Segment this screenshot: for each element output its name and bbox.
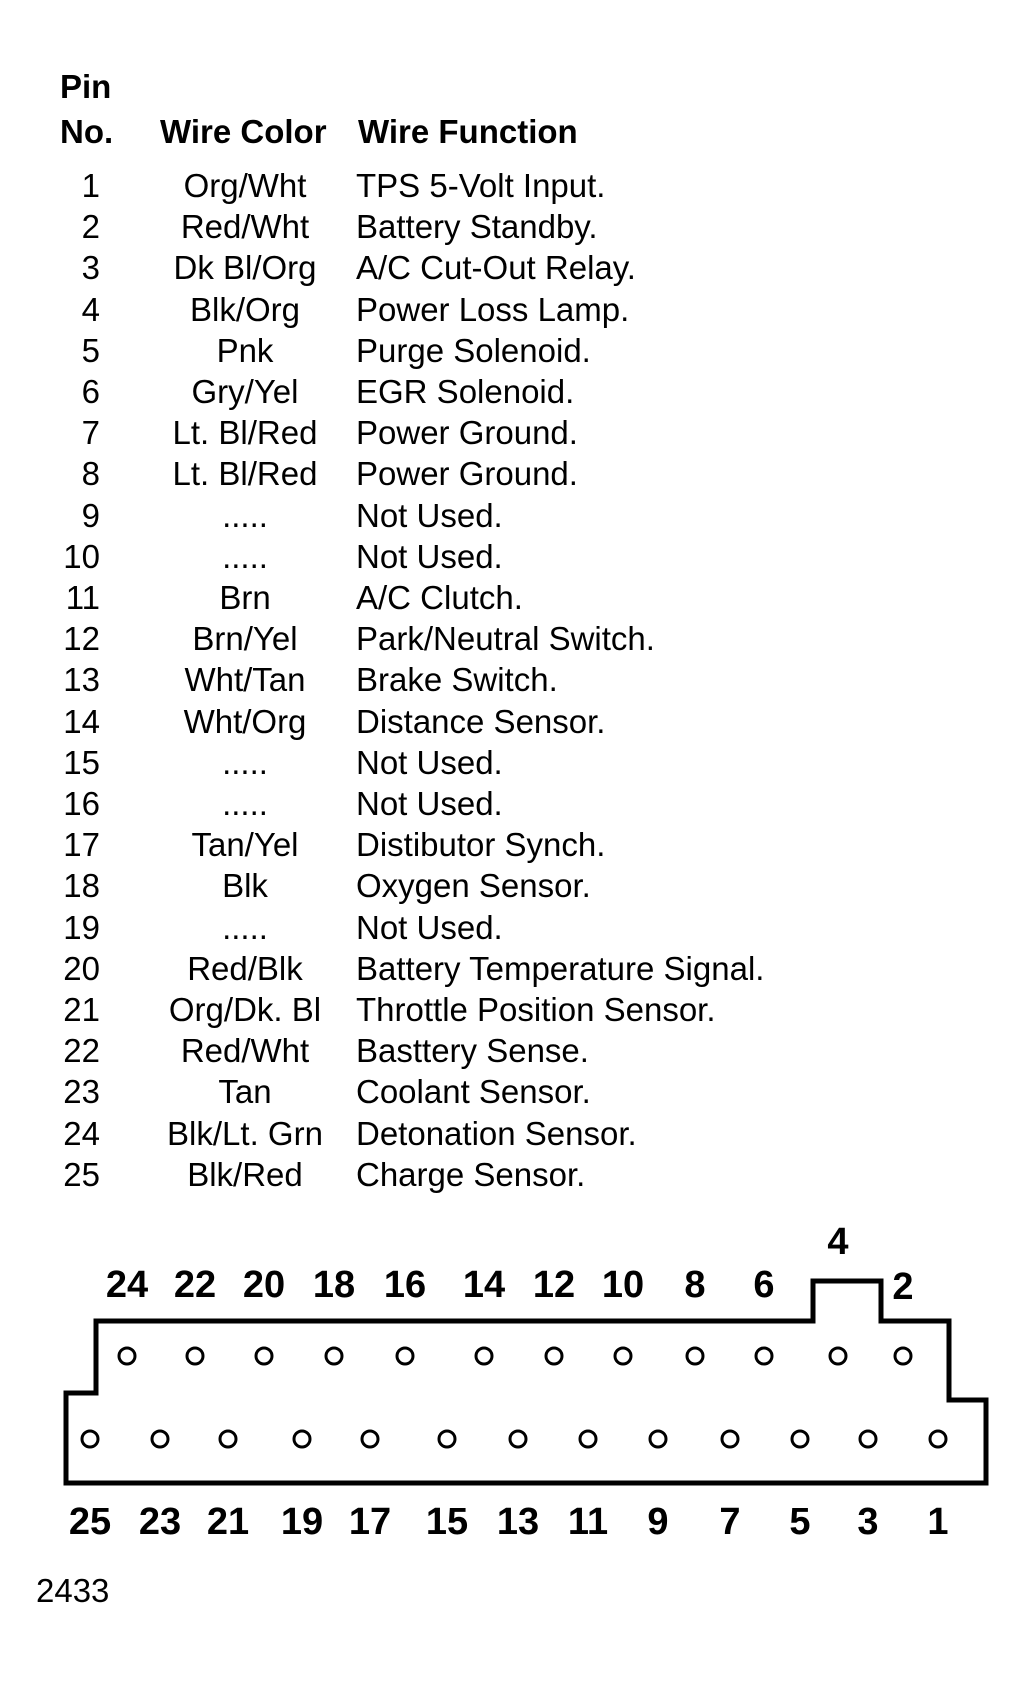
wire-function: A/C Cut-Out Relay. bbox=[356, 249, 636, 287]
pin-number: 16 bbox=[63, 785, 100, 822]
wire-color: ..... bbox=[222, 785, 268, 822]
table-row bbox=[0, 948, 1030, 989]
table-row bbox=[0, 824, 1030, 865]
pin-hole bbox=[580, 1431, 596, 1447]
pin-number: 1 bbox=[81, 167, 100, 204]
pin-hole bbox=[930, 1431, 946, 1447]
pin-label: 6 bbox=[753, 1264, 775, 1306]
pin-number: 12 bbox=[63, 620, 100, 658]
wire-color: Pnk bbox=[216, 331, 274, 369]
pin-label: 20 bbox=[242, 1264, 286, 1306]
pin-number: 25 bbox=[63, 1155, 100, 1193]
pin-label: 8 bbox=[684, 1264, 706, 1306]
wire-color: Lt. Bl/Red bbox=[172, 414, 318, 452]
wire-color: Blk/Org bbox=[189, 290, 301, 328]
wire-function: Power Ground. bbox=[356, 414, 578, 452]
pin-label: 3 bbox=[857, 1501, 879, 1543]
pin-hole bbox=[256, 1348, 272, 1364]
wire-function: Charge Sensor. bbox=[356, 1155, 586, 1193]
table-row bbox=[0, 165, 1030, 206]
table-row bbox=[0, 701, 1030, 742]
wire-color: Tan/Yel bbox=[191, 826, 299, 864]
pin-hole bbox=[895, 1348, 911, 1364]
table-row bbox=[0, 989, 1030, 1030]
pin-label: 25 bbox=[68, 1501, 112, 1543]
table-row bbox=[0, 206, 1030, 247]
table-row bbox=[0, 247, 1030, 288]
table-row bbox=[0, 330, 1030, 371]
pin-hole bbox=[722, 1431, 738, 1447]
wire-color: ..... bbox=[222, 908, 268, 946]
pin-hole bbox=[362, 1431, 378, 1447]
wire-color: Red/Wht bbox=[180, 1032, 310, 1070]
table-row bbox=[0, 412, 1030, 453]
pin-hole bbox=[510, 1431, 526, 1447]
pin-hole bbox=[119, 1348, 135, 1364]
pin-number: 13 bbox=[63, 661, 100, 699]
pin-label: 5 bbox=[789, 1501, 811, 1543]
header-pin-line2: No. bbox=[60, 113, 114, 150]
wire-function: Purge Solenoid. bbox=[356, 331, 591, 369]
pin-label: 10 bbox=[601, 1264, 645, 1306]
pin-label: 9 bbox=[647, 1501, 669, 1543]
wire-function: Coolant Sensor. bbox=[356, 1073, 591, 1111]
pin-hole bbox=[650, 1431, 666, 1447]
table-row bbox=[0, 907, 1030, 948]
wire-color: Org/Dk. Bl bbox=[168, 991, 322, 1028]
wire-function: Oxygen Sensor. bbox=[356, 867, 591, 905]
table-row bbox=[0, 783, 1030, 824]
pin-hole bbox=[220, 1431, 236, 1447]
pin-label: 11 bbox=[567, 1501, 609, 1543]
wire-function: Not Used. bbox=[356, 785, 503, 822]
wire-color: ..... bbox=[222, 496, 268, 534]
pin-label: 24 bbox=[105, 1264, 149, 1306]
wire-function: Distance Sensor. bbox=[356, 702, 606, 740]
table-row bbox=[0, 289, 1030, 330]
pin-hole bbox=[546, 1348, 562, 1364]
header-pin-line1: Pin bbox=[60, 68, 112, 105]
pin-number: 22 bbox=[63, 1032, 100, 1070]
pin-number: 6 bbox=[81, 373, 100, 410]
pin-label: 15 bbox=[425, 1501, 469, 1543]
wire-color: Dk Bl/Org bbox=[173, 249, 317, 287]
wire-color: Red/Blk bbox=[187, 949, 303, 987]
wire-function: Power Loss Lamp. bbox=[356, 290, 630, 328]
pin-label: 4 bbox=[827, 1221, 849, 1263]
pin-hole bbox=[756, 1348, 772, 1364]
pin-label: 7 bbox=[719, 1501, 741, 1543]
wire-color: Tan bbox=[218, 1073, 272, 1111]
pin-hole bbox=[615, 1348, 631, 1364]
pin-hole bbox=[152, 1431, 168, 1447]
pin-number: 7 bbox=[81, 414, 100, 452]
wire-color: Blk/Lt. Grn bbox=[167, 1114, 323, 1152]
pin-hole bbox=[476, 1348, 492, 1364]
pin-label: 18 bbox=[312, 1264, 356, 1306]
pin-label: 17 bbox=[348, 1501, 392, 1543]
pin-number: 2 bbox=[81, 208, 100, 246]
wire-function: A/C Clutch. bbox=[356, 579, 523, 616]
wire-color: Brn/Yel bbox=[192, 620, 298, 658]
wire-color: Wht/Org bbox=[183, 702, 307, 740]
header-wire-color: Wire Color bbox=[160, 113, 327, 150]
pin-hole bbox=[830, 1348, 846, 1364]
table-row bbox=[0, 742, 1030, 783]
pin-label: 21 bbox=[206, 1501, 250, 1543]
table-row bbox=[0, 495, 1030, 536]
wire-color: ..... bbox=[222, 743, 268, 781]
pin-hole bbox=[687, 1348, 703, 1364]
header-wire-function: Wire Function bbox=[358, 113, 578, 150]
wire-function: TPS 5-Volt Input. bbox=[356, 167, 606, 204]
pin-number: 11 bbox=[65, 579, 100, 616]
wire-function: Detonation Sensor. bbox=[356, 1114, 637, 1152]
pin-label: 2 bbox=[892, 1266, 914, 1308]
pin-number: 20 bbox=[63, 949, 100, 987]
pin-hole bbox=[326, 1348, 342, 1364]
bottom-pin-row bbox=[69, 1431, 949, 1543]
pin-label: 12 bbox=[532, 1264, 576, 1306]
wire-function: Battery Temperature Signal. bbox=[356, 949, 765, 987]
wire-function: Brake Switch. bbox=[356, 661, 558, 699]
pin-label: 19 bbox=[280, 1501, 324, 1543]
pin-hole bbox=[397, 1348, 413, 1364]
pin-label: 16 bbox=[383, 1264, 427, 1306]
pin-number: 3 bbox=[81, 249, 100, 287]
wire-color: Blk/Red bbox=[187, 1155, 303, 1193]
pin-number: 17 bbox=[63, 826, 100, 864]
pin-label: 13 bbox=[496, 1501, 540, 1543]
wire-function: Throttle Position Sensor. bbox=[356, 991, 716, 1028]
pin-number: 14 bbox=[63, 702, 100, 740]
wire-color: Lt. Bl/Red bbox=[172, 455, 318, 493]
wire-color: Gry/Yel bbox=[191, 373, 299, 410]
pin-number: 21 bbox=[63, 991, 100, 1028]
wire-color: Brn bbox=[219, 579, 271, 616]
pin-number: 18 bbox=[63, 867, 100, 905]
pin-hole bbox=[792, 1431, 808, 1447]
wire-function: Not Used. bbox=[356, 743, 503, 781]
table-row bbox=[0, 618, 1030, 659]
table-row bbox=[0, 453, 1030, 494]
pin-hole bbox=[294, 1431, 310, 1447]
pin-number: 5 bbox=[81, 331, 100, 369]
table-row bbox=[0, 536, 1030, 577]
wire-function: Not Used. bbox=[356, 908, 503, 946]
table-row bbox=[0, 371, 1030, 412]
wire-function: Distibutor Synch. bbox=[356, 826, 606, 864]
wire-function: Not Used. bbox=[356, 496, 503, 534]
pin-label: 22 bbox=[173, 1264, 217, 1306]
pin-number: 9 bbox=[81, 496, 100, 534]
pin-number: 19 bbox=[63, 908, 100, 946]
wire-function: Not Used. bbox=[356, 537, 503, 575]
wire-color: Wht/Tan bbox=[184, 661, 306, 699]
connector-outline bbox=[66, 1281, 986, 1483]
table-row bbox=[0, 1154, 1030, 1195]
figure-number: 2433 bbox=[36, 1572, 110, 1609]
wire-function: Battery Standby. bbox=[356, 208, 598, 246]
wire-color: ..... bbox=[222, 537, 268, 575]
pin-number: 15 bbox=[63, 743, 100, 781]
pin-number: 10 bbox=[63, 537, 100, 575]
pin-hole bbox=[860, 1431, 876, 1447]
wire-function: Park/Neutral Switch. bbox=[356, 620, 655, 658]
table-row bbox=[0, 1071, 1030, 1112]
table-row bbox=[0, 1030, 1030, 1071]
top-pin-row bbox=[106, 1221, 914, 1364]
pin-hole bbox=[439, 1431, 455, 1447]
pin-label: 14 bbox=[462, 1264, 506, 1306]
pin-hole bbox=[82, 1431, 98, 1447]
pin-number: 23 bbox=[63, 1073, 100, 1111]
table-row bbox=[0, 865, 1030, 906]
connector-diagram bbox=[0, 1220, 1030, 1550]
wire-color: Blk bbox=[222, 867, 268, 905]
wire-function: EGR Solenoid. bbox=[356, 373, 575, 410]
pin-number: 4 bbox=[81, 290, 100, 328]
pin-label: 1 bbox=[927, 1501, 949, 1543]
table-row bbox=[0, 577, 1030, 618]
pin-hole bbox=[187, 1348, 203, 1364]
table-row bbox=[0, 659, 1030, 700]
pin-label: 23 bbox=[138, 1501, 182, 1543]
wire-function: Basttery Sense. bbox=[356, 1032, 589, 1070]
pin-number: 24 bbox=[63, 1114, 100, 1152]
wire-color: Org/Wht bbox=[183, 167, 307, 204]
wire-function: Power Ground. bbox=[356, 455, 578, 493]
pin-number: 8 bbox=[81, 455, 100, 493]
table-row bbox=[0, 1113, 1030, 1154]
wire-color: Red/Wht bbox=[180, 208, 310, 246]
